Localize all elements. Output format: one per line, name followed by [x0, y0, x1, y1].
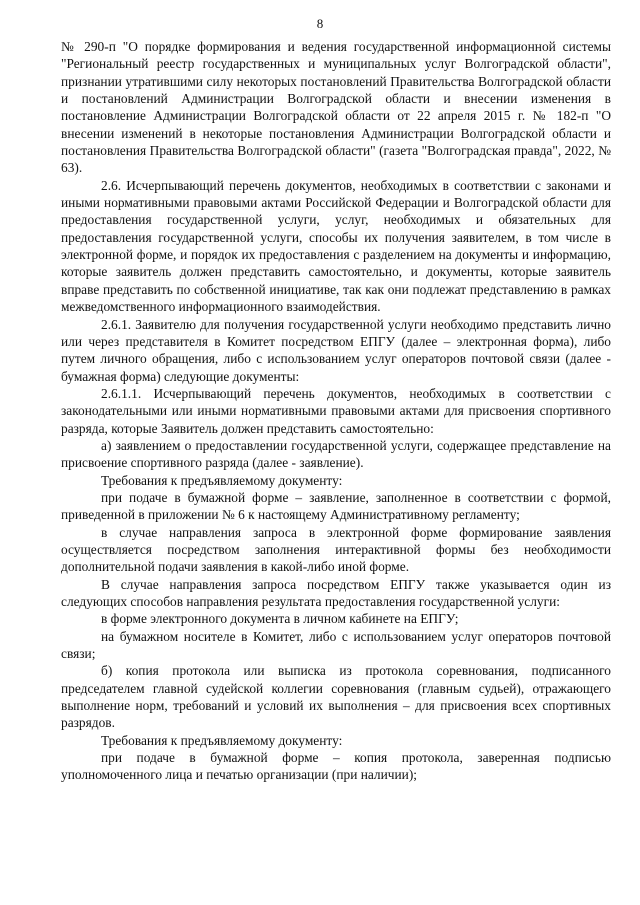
paragraph: а) заявлением о предоставлении государственной услуги, содержащее представление на присвоение спортивного разряда (далее - заявление).	[61, 437, 611, 471]
paragraph: в случае направления запроса в электронной форме формирование заявления осуществляется посредством заполнения интерактивной формы без необходимости дополнительной подачи заявления в какой-либо иной форме.	[61, 524, 611, 575]
paragraph: Требования к предъявляемому документу:	[101, 732, 343, 748]
paragraph: № 290-п "О порядке формирования и ведения государственной информационной системы "Региональный реестр государственных и муниципальных услуг Волгоградской области", признании утратившими силу некоторых постановлений Правительства Волгоградской области и постановлений Администрации Волгоградской области и внесении изменения в постановление Администрации Волгоградской области от 22 апреля 2015 г. № 182-п "О внесении изменений в некоторые постановления Администрации Волгоградской области и постановления Правительства Волгоградской области" (газета "Волгоградская правда", 2022, № 63).	[61, 39, 611, 176]
paragraph: 2.6.1.1. Исчерпывающий перечень документов, необходимых в соответствии с законодательными или иными нормативными правовыми актами для присвоения спортивного разряда, которые Заявитель должен представить самостоятельно:	[61, 385, 611, 436]
paragraph: при подаче в бумажной форме – копия протокола, заверенная подписью уполномоченного лица и печатью организации (при наличии);	[61, 750, 611, 783]
paragraph: на бумажном носителе в Комитет, либо с использованием услуг операторов почтовой связи;	[61, 628, 611, 662]
paragraph: 2.6. Исчерпывающий перечень документов, необходимых в соответствии с законами и иными нормативными правовыми актами Российской Федерации и Волгоградской области для предоставления государственной услуги, услуг, необходимых и обязательных для предоставления государственной услуги, способы их получения заявителем, в том числе в электронной форме, и порядок их предоставления с разделением на документы и информацию, которые заявитель должен представить самостоятельно, и документы, которые заявитель вправе представить по собственной инициативе, так как они подлежат представлению в рамках межведомственного информационного взаимодействия.	[61, 177, 611, 315]
paragraph: в форме электронного документа в личном кабинете на ЕПГУ;	[101, 611, 459, 627]
paragraph: 2.6.1. Заявителю для получения государственной услуги необходимо представить лично или через представителя в Комитет посредством ЕПГУ (далее – электронная форма), либо путем личного обращения, либо с использованием услуг операторов почтовой связи (далее - бумажная форма) следующие документы:	[61, 316, 611, 384]
paragraph: при подаче в бумажной форме – заявление, заполненное в соответствии с формой, приведенной в приложении № 6 к настоящему Административному регламенту;	[61, 489, 611, 523]
page-number: 8	[316, 16, 324, 31]
document-body	[61, 38, 611, 784]
paragraph: В случае направления запроса посредством ЕПГУ также указывается один из следующих способов направления результата предоставления государственной услуги:	[61, 576, 611, 609]
paragraph: Требования к предъявляемому документу:	[101, 472, 343, 488]
paragraph: б) копия протокола или выписка из протокола соревнования, подписанного председателем главной судейской коллегии соревнования (главным судьей), отражающего выполнение норм, требований и условий их выполнения – для присвоения всех спортивных разрядов.	[61, 663, 611, 731]
